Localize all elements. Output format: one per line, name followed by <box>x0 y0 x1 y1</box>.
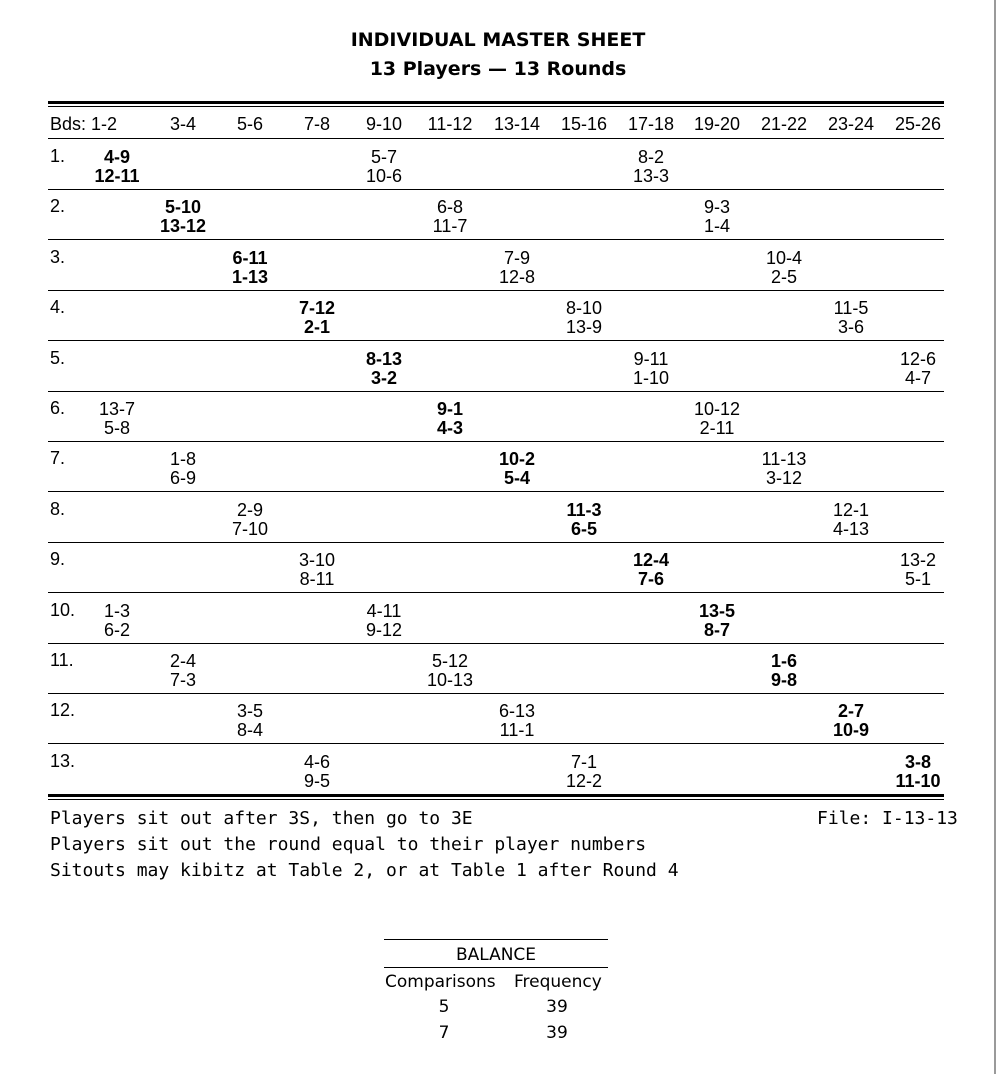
pairing-cell <box>806 501 896 539</box>
pairing-bottom: 4-3 <box>436 418 463 438</box>
pairing-bottom: 3-6 <box>837 317 864 338</box>
pairing-cell <box>138 198 228 236</box>
pairing-cell <box>272 551 362 589</box>
pairing-bottom: 12-11 <box>94 166 140 186</box>
board-header-label: 25-26 <box>894 114 942 134</box>
round-label: 6. <box>50 398 66 418</box>
pairing-bottom: 1-4 <box>703 216 730 237</box>
note-line: Players sit out after 3S, then go to 3E <box>50 808 473 829</box>
row-separator <box>48 491 944 492</box>
pairing-top: 11-5 <box>833 298 869 319</box>
pairing-bottom: 9-8 <box>770 670 797 690</box>
note-line: Players sit out the round equal to their player numbers <box>50 834 647 855</box>
pairing-bottom: 9-12 <box>365 619 403 640</box>
pairing-top: 2-7 <box>837 701 864 722</box>
pairing-cell <box>539 299 629 337</box>
balance-title-rule <box>384 967 608 968</box>
pairing-top: 1-8 <box>169 449 196 470</box>
pairing-bottom: 13-3 <box>632 166 670 186</box>
pairing-bottom: 2-1 <box>303 317 330 338</box>
pairing-bottom: 10-9 <box>832 720 870 741</box>
pairing-bottom: 11-1 <box>499 720 535 741</box>
pairing-top: 12-4 <box>632 550 670 571</box>
pairing-cell <box>539 501 629 539</box>
pairing-top: 9-11 <box>633 348 669 369</box>
pairing-top: 9-1 <box>436 399 463 419</box>
pairing-top: 4-9 <box>103 147 130 167</box>
pairing-cell <box>606 551 696 589</box>
pairing-top: 6-8 <box>436 197 463 218</box>
round-label: 9. <box>50 549 66 570</box>
board-header-label: 9-10 <box>365 114 403 134</box>
balance-comparisons-value: 7 <box>438 1023 450 1043</box>
board-header-label: 19-20 <box>693 114 741 134</box>
pairing-cell <box>72 400 162 438</box>
pairing-bottom: 2-5 <box>770 266 797 287</box>
pairing-top: 12-1 <box>832 499 870 520</box>
board-header-label: 11-12 <box>427 114 473 134</box>
pairing-top: 12-6 <box>899 348 937 369</box>
pairing-bottom: 1-13 <box>231 266 269 287</box>
round-label: 4. <box>50 297 66 318</box>
round-label: 2. <box>50 196 66 217</box>
board-header-label: 13-14 <box>493 114 541 134</box>
pairing-bottom: 7-6 <box>637 569 664 590</box>
pairing-bottom: 4-13 <box>832 518 870 539</box>
board-header-label: 21-22 <box>760 114 808 134</box>
pairing-cell <box>138 652 228 690</box>
header-rule <box>48 138 944 139</box>
pairing-cell <box>672 400 762 438</box>
pairing-bottom: 12-8 <box>498 266 536 287</box>
row-separator <box>48 542 944 543</box>
row-separator <box>48 743 944 744</box>
board-header-label: 15-16 <box>560 114 608 134</box>
pairing-cell <box>205 702 295 740</box>
pairing-bottom: 11-10 <box>895 770 941 791</box>
pairing-cell <box>205 501 295 539</box>
row-separator <box>48 643 944 644</box>
pairing-top: 7-12 <box>298 298 336 319</box>
pairing-cell <box>272 753 362 791</box>
pairing-cell <box>739 652 829 690</box>
pairing-cell <box>806 299 896 337</box>
pairing-top: 1-3 <box>103 600 130 621</box>
pairing-cell <box>873 350 963 388</box>
pairing-top: 13-2 <box>899 550 937 571</box>
pairing-top: 9-3 <box>703 197 730 218</box>
page-title: INDIVIDUAL MASTER SHEET <box>350 29 646 51</box>
pairing-bottom: 13-9 <box>565 317 603 338</box>
pairing-top: 13-7 <box>98 399 136 419</box>
pairing-cell <box>405 400 495 438</box>
pairing-top: 8-10 <box>565 298 603 319</box>
pairing-bottom: 5-1 <box>904 569 931 590</box>
row-separator <box>48 290 944 291</box>
pairing-bottom: 13-12 <box>159 216 207 237</box>
top-double-rule-thin <box>48 106 944 107</box>
pairing-top: 13-5 <box>698 600 736 621</box>
board-header-label: 23-24 <box>827 114 875 134</box>
pairing-bottom: 3-12 <box>765 468 803 489</box>
pairing-bottom: 9-5 <box>303 770 330 791</box>
pairing-bottom: 8-7 <box>703 619 730 640</box>
bottom-double-rule <box>48 794 944 797</box>
pairing-cell <box>873 753 963 791</box>
pairing-bottom: 3-2 <box>370 367 397 388</box>
pairing-cell <box>72 148 162 186</box>
note-line: Sitouts may kibitz at Table 2, or at Table 1 after Round 4 <box>50 860 679 881</box>
balance-comparisons-value: 5 <box>438 997 450 1017</box>
pairing-cell <box>339 350 429 388</box>
round-label: 12. <box>50 700 76 721</box>
pairing-top: 10-2 <box>498 449 536 470</box>
balance-frequency-value: 39 <box>546 997 568 1017</box>
pairing-bottom: 10-6 <box>365 166 403 186</box>
pairing-top: 3-5 <box>236 701 263 722</box>
pairing-cell <box>472 702 562 740</box>
pairing-cell <box>539 753 629 791</box>
pairing-top: 5-12 <box>431 651 469 671</box>
balance-top-rule <box>384 939 608 940</box>
pairing-top: 5-7 <box>370 147 397 167</box>
pairing-top: 8-13 <box>365 348 403 369</box>
round-label: 3. <box>50 246 66 267</box>
file-label: File: I-13-13 <box>817 808 958 829</box>
page-subtitle: 13 Players — 13 Rounds <box>369 58 627 80</box>
pairing-cell <box>339 148 429 186</box>
pairing-cell <box>272 299 362 337</box>
pairing-cell <box>739 450 829 488</box>
round-label: 5. <box>50 347 66 368</box>
row-separator <box>48 441 944 442</box>
pairing-bottom: 11-7 <box>432 216 468 237</box>
pairing-top: 10-4 <box>765 247 803 268</box>
board-header-label: 5-6 <box>236 114 263 134</box>
pairing-top: 11-3 <box>566 499 602 520</box>
pairing-top: 3-10 <box>298 550 336 571</box>
pairing-top: 11-13 <box>761 449 807 470</box>
row-separator <box>48 391 944 392</box>
pairing-top: 2-9 <box>236 499 263 520</box>
pairing-bottom: 8-11 <box>299 569 335 590</box>
pairing-top: 4-11 <box>366 600 402 621</box>
pairing-bottom: 4-7 <box>904 367 931 388</box>
row-separator <box>48 592 944 593</box>
balance-col-frequency: Frequency <box>514 972 602 992</box>
balance-frequency-value: 39 <box>546 1023 568 1043</box>
pairing-top: 1-6 <box>770 651 797 671</box>
pairing-bottom: 6-5 <box>570 518 597 539</box>
top-double-rule <box>48 101 944 104</box>
pairing-bottom: 2-11 <box>699 418 735 438</box>
pairing-bottom: 7-10 <box>231 518 269 539</box>
pairing-bottom: 10-13 <box>426 670 474 690</box>
row-separator <box>48 693 944 694</box>
pairing-cell <box>672 198 762 236</box>
pairing-bottom: 6-2 <box>103 619 130 640</box>
bottom-double-rule-thin <box>48 799 944 800</box>
round-label: 10. <box>50 599 76 620</box>
row-separator <box>48 340 944 341</box>
balance-title: BALANCE <box>455 945 537 965</box>
row-separator <box>48 239 944 240</box>
pairing-cell <box>606 350 696 388</box>
pairing-bottom: 1-10 <box>632 367 670 388</box>
round-label: 7. <box>50 448 66 469</box>
pairing-cell <box>205 249 295 287</box>
board-header-label: Bds: 1-2 <box>50 114 118 134</box>
pairing-cell <box>606 148 696 186</box>
pairing-top: 8-2 <box>637 147 664 167</box>
round-label: 11. <box>50 650 74 670</box>
pairing-top: 10-12 <box>693 399 741 419</box>
row-separator <box>48 189 944 190</box>
pairing-bottom: 8-4 <box>236 720 263 741</box>
pairing-cell <box>739 249 829 287</box>
pairing-top: 2-4 <box>169 651 196 671</box>
pairing-cell <box>873 551 963 589</box>
pairing-top: 7-1 <box>570 751 597 772</box>
pairing-bottom: 6-9 <box>169 468 196 489</box>
pairing-top: 6-11 <box>232 247 268 268</box>
pairing-bottom: 5-4 <box>503 468 530 489</box>
pairing-bottom: 7-3 <box>169 670 196 690</box>
pairing-bottom: 12-2 <box>565 770 603 791</box>
pairing-cell <box>405 652 495 690</box>
pairing-cell <box>472 450 562 488</box>
round-label: 8. <box>50 498 66 519</box>
pairing-top: 4-6 <box>303 751 330 772</box>
pairing-cell <box>138 450 228 488</box>
pairing-cell <box>339 602 429 640</box>
pairing-cell <box>405 198 495 236</box>
pairing-top: 5-10 <box>164 197 202 218</box>
board-header-label: 7-8 <box>303 114 330 134</box>
pairing-cell <box>472 249 562 287</box>
board-header-label: 3-4 <box>169 114 196 134</box>
pairing-top: 6-13 <box>498 701 536 722</box>
pairing-cell <box>672 602 762 640</box>
pairing-cell <box>806 702 896 740</box>
pairing-cell <box>72 602 162 640</box>
pairing-bottom: 5-8 <box>103 418 130 438</box>
pairing-top: 3-8 <box>904 751 931 772</box>
round-label: 13. <box>50 750 76 771</box>
pairing-top: 7-9 <box>503 247 530 268</box>
board-header-label: 17-18 <box>627 114 675 134</box>
balance-col-comparisons: Comparisons <box>385 972 496 992</box>
round-label: 1. <box>50 146 66 166</box>
